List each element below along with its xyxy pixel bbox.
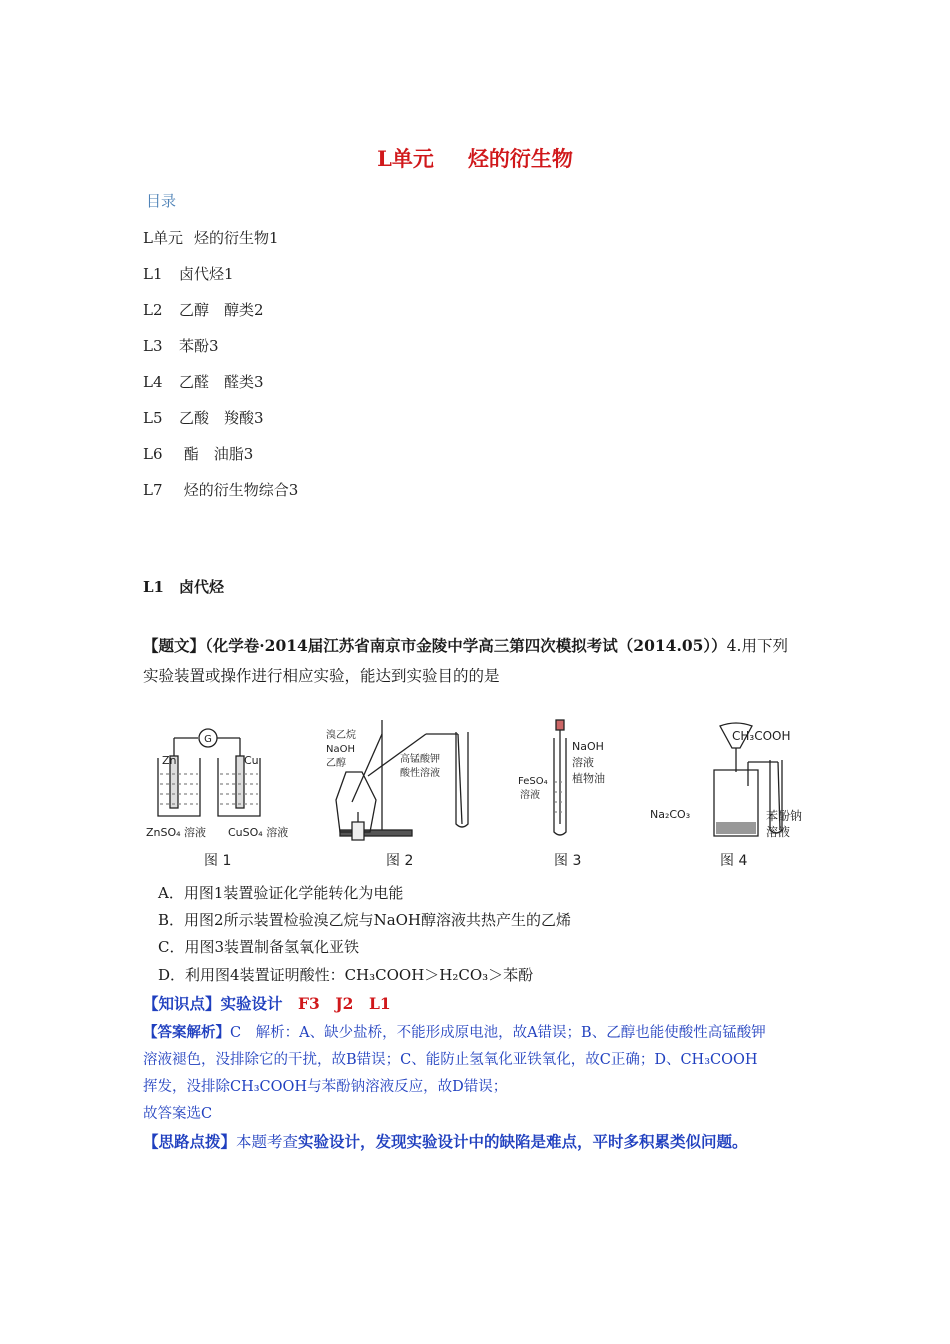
tip-tag: 【思路点拨】 [143, 1132, 237, 1151]
apparatus-figure [140, 712, 830, 872]
toc-text: 卤代烃1 [179, 265, 234, 283]
acidic-solution-label: 酸性溶液 [400, 768, 440, 779]
question-line-2: 实验装置或操作进行相应实验，能达到实验目的的是 [143, 667, 500, 685]
toc-code: L7 [143, 481, 163, 499]
answer-line-4: 故答案选C [143, 1106, 213, 1122]
option-c: C．用图3装置制备氢氧化亚铁 [158, 938, 360, 956]
title-unit: L单元 [377, 146, 434, 171]
knowledge-tag: 【知识点】 [143, 994, 221, 1013]
zn-label: Zn [162, 754, 177, 767]
phenolate-solution-label: 溶液 [766, 825, 791, 839]
figure-3-caption: 图 3 [554, 853, 582, 869]
answer-line-2: 溶液褪色，没排除它的干扰，故B错误；C、能防止氢氧化亚铁氧化，故C正确；D、CH₃COOH [143, 1052, 758, 1068]
page-title [0, 143, 950, 173]
option-a: A．用图1装置验证化学能转化为电能 [158, 884, 404, 902]
toc-text: 酯 油脂3 [179, 445, 254, 463]
toc-heading[interactable]: 目录 [146, 192, 177, 210]
naoh-solution-label: 溶液 [572, 756, 594, 769]
cuso4-label: CuSO₄ 溶液 [228, 826, 289, 839]
toc-code: L4 [143, 373, 163, 391]
toc-item[interactable] [143, 479, 298, 500]
toc-text: 乙酸 羧酸3 [179, 409, 264, 427]
knowledge-point [143, 992, 391, 1014]
answer-text-1: C 解析：A、缺少盐桥，不能形成原电池，故A错误；B、乙醇也能使酸性高锰酸钾 [230, 1025, 766, 1041]
question-tag: 【题文】 [143, 636, 206, 655]
figure-4-caption: 图 4 [720, 853, 748, 869]
answer-line-1 [143, 1021, 766, 1042]
figure-2-caption: 图 2 [386, 853, 414, 869]
toc-item[interactable] [143, 299, 264, 320]
sodium-carbonate-label: Na₂CO₃ [650, 808, 691, 821]
toc-item[interactable] [143, 371, 264, 392]
vegetable-oil-label: 植物油 [572, 772, 605, 785]
toc-code: L6 [143, 445, 163, 463]
tip-line [143, 1130, 748, 1152]
feso4-solution-label: 溶液 [520, 790, 540, 801]
section-heading [143, 576, 224, 597]
figure-1-caption: 图 1 [204, 853, 232, 869]
option-b: B．用图2所示装置检验溴乙烷与NaOH醇溶液共热产生的乙烯 [158, 911, 572, 929]
question-stem-1: 4.用下列 [726, 637, 788, 655]
toc-text: 乙醛 醛类3 [179, 373, 264, 391]
knowledge-text: 实验设计 [220, 994, 283, 1013]
toc-item[interactable] [143, 335, 219, 356]
znso4-label: ZnSO₄ 溶液 [146, 826, 207, 839]
reagent-naoh: NaOH [326, 744, 355, 755]
feso4-label: FeSO₄ [518, 776, 548, 787]
reagent-ethanol: 乙醇 [326, 758, 346, 769]
kmno4-label: 高锰酸钾 [400, 754, 440, 765]
toc-code: L5 [143, 409, 163, 427]
title-name: 烃的衍生物 [467, 146, 573, 171]
toc-code: L2 [143, 301, 163, 319]
question-source: （化学卷·2014届江苏省南京市金陵中学高三第四次模拟考试（2014.05）） [205, 636, 727, 655]
apparatus-drawing [140, 712, 830, 872]
knowledge-codes: F3 J2 L1 [298, 994, 391, 1013]
toc-text: 烃的衍生物综合3 [179, 481, 299, 499]
option-d: D．利用图4装置证明酸性：CH₃COOH＞H₂CO₃＞苯酚 [158, 966, 534, 984]
answer-line-3: 挥发，没排除CH₃COOH与苯酚钠溶液反应，故D错误； [143, 1079, 508, 1095]
tip-bold: 实验设计，发现实验设计中的缺陷是难点，平时多积累类似问题。 [298, 1132, 748, 1151]
section-code: L1 [143, 578, 164, 596]
toc-code: L1 [143, 265, 163, 283]
toc-item[interactable] [143, 443, 253, 464]
toc-text: 烃的衍生物1 [194, 229, 279, 247]
tip-prefix: 本题考查 [236, 1133, 299, 1151]
galvanometer-label: G [204, 734, 212, 745]
acetic-acid-label: CH₃COOH [732, 729, 791, 743]
cu-label: Cu [244, 754, 259, 767]
toc-code: L单元 [143, 229, 183, 247]
question-line-1 [143, 634, 788, 656]
toc-item[interactable] [143, 263, 234, 284]
toc-item[interactable] [143, 227, 279, 248]
toc-code: L3 [143, 337, 163, 355]
phenolate-label: 苯酚钠 [766, 809, 803, 823]
answer-tag: 【答案解析】 [143, 1024, 230, 1041]
toc-item[interactable] [143, 407, 264, 428]
toc-text: 苯酚3 [179, 337, 219, 355]
figure-3 [554, 720, 566, 835]
reagent-ethyl-bromide: 溴乙烷 [326, 730, 356, 741]
naoh-label: NaOH [572, 740, 604, 753]
section-name: 卤代烃 [179, 578, 225, 596]
toc-text: 乙醇 醇类2 [179, 301, 264, 319]
